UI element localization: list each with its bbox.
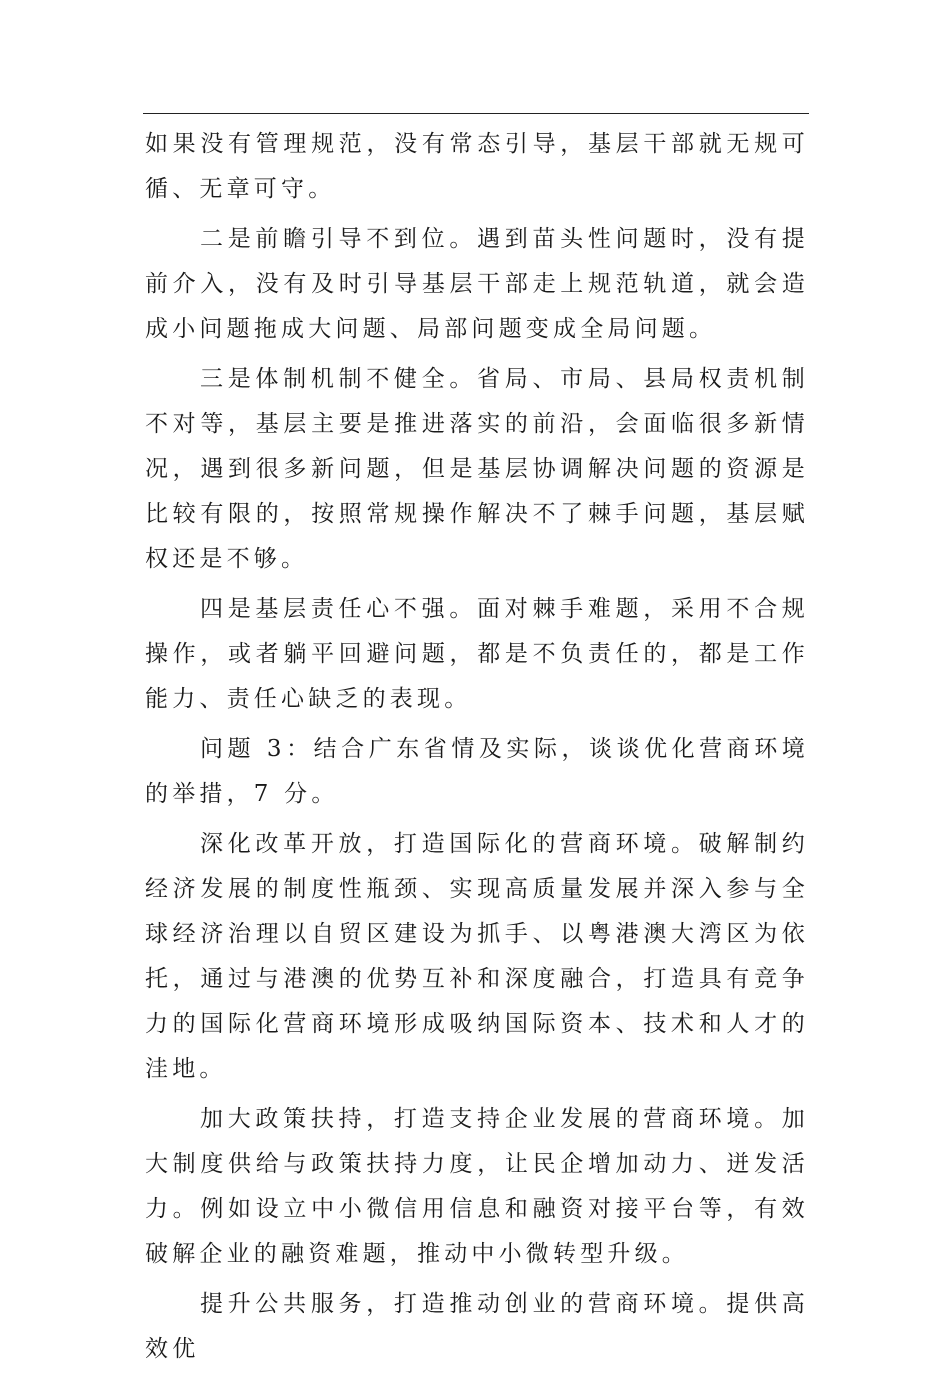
paragraph-7: 加大政策扶持，打造支持企业发展的营商环境。加大制度供给与政策扶持力度，让民企增加动力、迸发活力。例如设立中小微信用信息和融资对接平台等，有效破解企业的融资难题，推动中小微转型升级。 bbox=[145, 1106, 809, 1267]
header-rule bbox=[143, 113, 809, 114]
paragraph-6: 深化改革开放，打造国际化的营商环境。破解制约经济发展的制度性瓶颈、实现高质量发展并深入参与全球经济治理以自贸区建设为抓手、以粤港澳大湾区为依托，通过与港澳的优势互补和深度融合，打造具有竞争力的国际化营商环境形成吸纳国际资本、技术和人才的洼地。 bbox=[145, 831, 809, 1082]
paragraph-2: 二是前瞻引导不到位。遇到苗头性问题时，没有提前介入，没有及时引导基层干部走上规范轨道，就会造成小问题拖成大问题、局部问题变成全局问题。 bbox=[145, 226, 809, 342]
paragraph-1: 如果没有管理规范，没有常态引导，基层干部就无规可循、无章可守。 bbox=[145, 131, 809, 202]
paragraph-3: 三是体制机制不健全。省局、市局、县局权责机制不对等，基层主要是推进落实的前沿，会面临很多新情况，遇到很多新问题，但是基层协调解决问题的资源是比较有限的，按照常规操作解决不了棘手问题，基层赋权还是不够。 bbox=[145, 366, 809, 572]
document-body bbox=[145, 122, 809, 1377]
paragraph-8: 提升公共服务，打造推动创业的营商环境。提供高效优 bbox=[145, 1291, 809, 1362]
paragraph-4: 四是基层责任心不强。面对棘手难题，采用不合规操作，或者躺平回避问题，都是不负责任的，都是工作能力、责任心缺乏的表现。 bbox=[145, 596, 809, 712]
question-3-heading: 问题 3：结合广东省情及实际，谈谈优化营商环境的举措，7 分。 bbox=[145, 736, 809, 807]
